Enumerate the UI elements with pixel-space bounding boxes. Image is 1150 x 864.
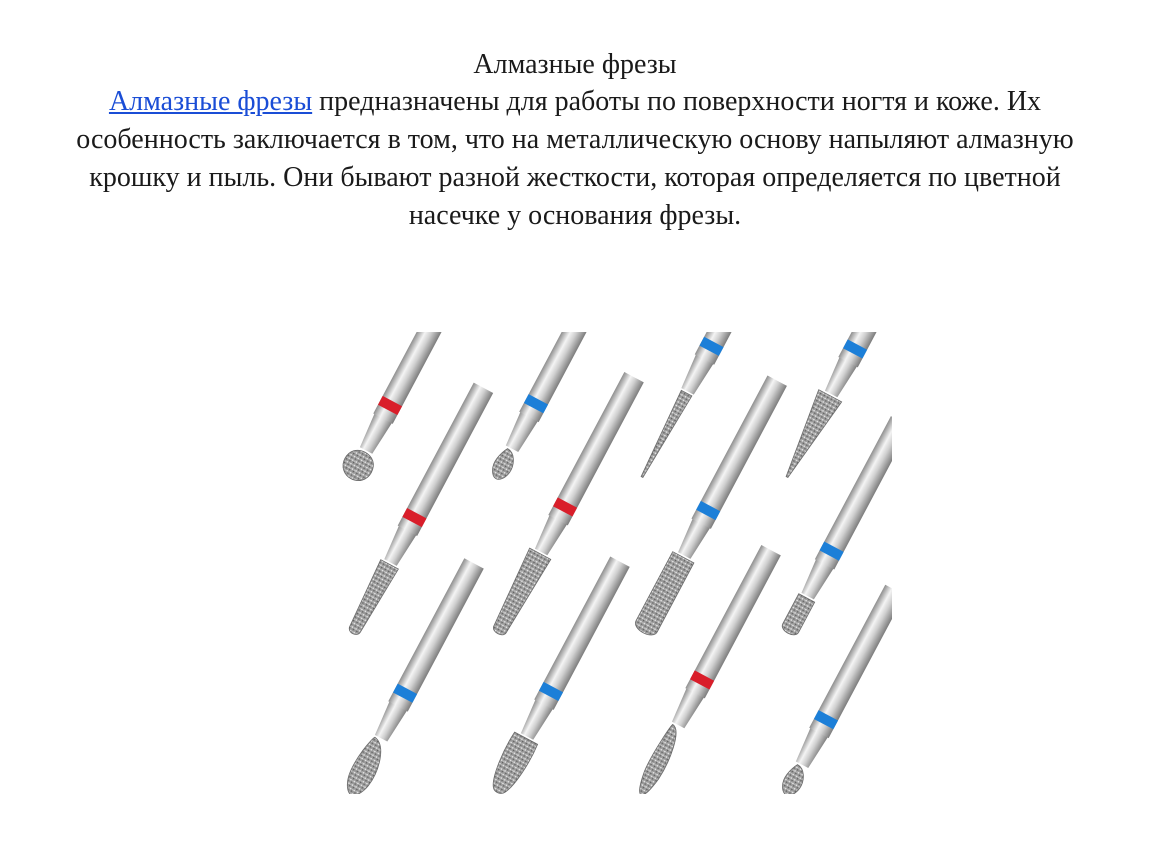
diamond-bits-photo [312,332,892,794]
diamond-head-cone-rounded [344,560,399,639]
diamond-head-wide-cone [776,390,842,483]
bits-layer [338,332,892,794]
diamond-head-small-cylinder [780,594,815,638]
drill-bit-5 [343,383,493,639]
description-text: предназначены для работы по поверхности ногтя и коже. Их особенность заключается в том, что на металлическую основу напыляют алмазную крошку и пыль. Они бывают разной жесткости, которая определяется по цветной насечке у основания фрезы. [76,86,1074,231]
bit-shaft [373,332,468,424]
diamond-bits-illustration [312,332,892,794]
diamond-head-flame [341,734,391,794]
diamond-head-small-flame [488,446,519,483]
diamond-head-long-cone [487,548,551,639]
diamond-head-small-flame [778,762,809,794]
bit-shaft [519,332,614,422]
drill-bit-6 [487,372,645,640]
slide-title: Алмазные фрезы [473,49,677,80]
diamond-head-cylinder-rounded [633,552,694,639]
drill-bit-9 [341,558,485,794]
drill-bit-7 [633,375,788,638]
diamond-head-needle-flame [634,723,685,794]
diamond-head-bullet [485,732,538,794]
drill-bit-11 [631,545,780,794]
diamond-head-needle-cone [637,390,692,480]
slide-body-text [60,83,1090,235]
drill-bit-10 [485,555,632,794]
diamond-bits-link[interactable]: Алмазные фрезы [108,86,313,117]
